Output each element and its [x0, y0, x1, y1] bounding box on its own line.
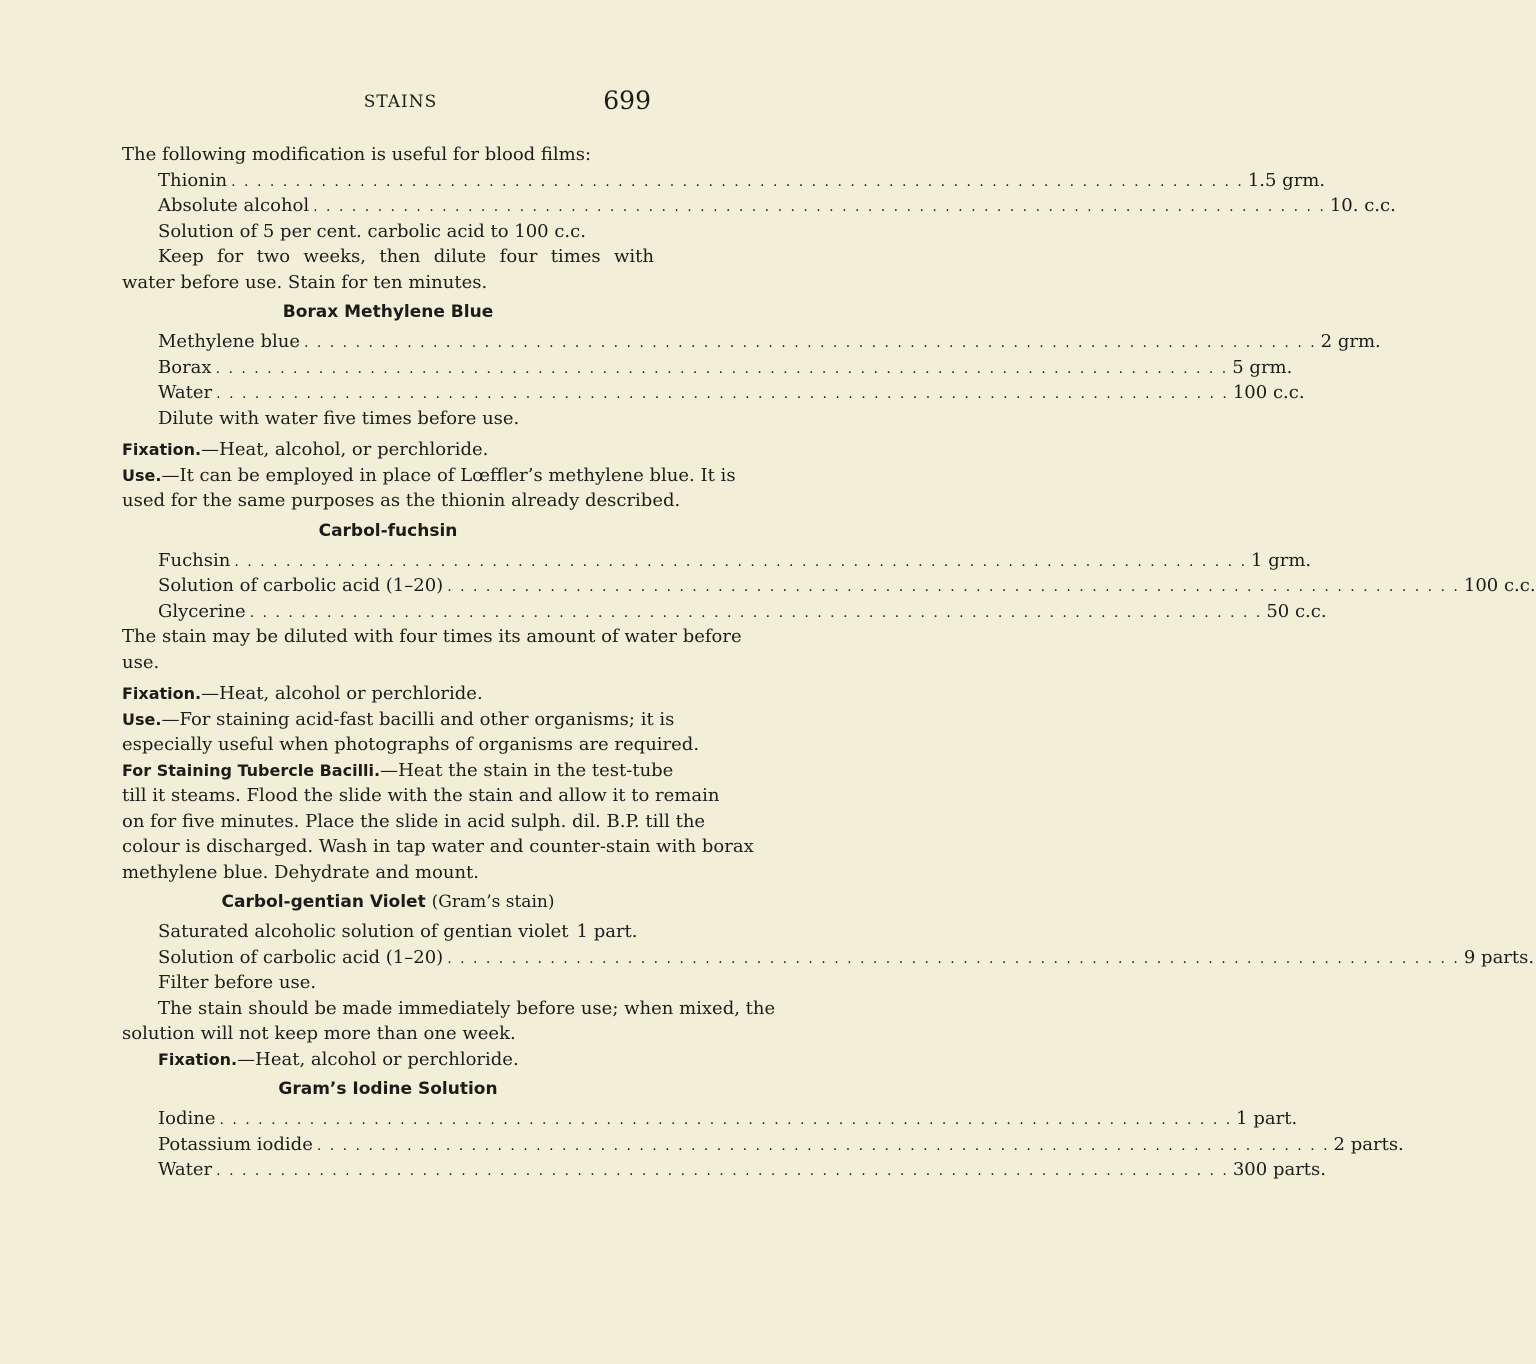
- thionin-note: Keep for two weeks, then dilute four times with: [158, 246, 654, 267]
- ingredient-name: Fuchsin: [158, 549, 231, 571]
- ingredient-name: Water: [158, 382, 213, 403]
- section-heading: Carbol-gentian Violet (Gram’s stain): [221, 892, 555, 912]
- recipe-entry: [122, 945, 1535, 971]
- ingredient-amount: 5 grm.: [1232, 356, 1293, 378]
- ingredient-name: Absolute alcohol: [158, 195, 310, 216]
- run-in-heading: Fixation.: [158, 1049, 238, 1069]
- ingredient-amount: 300 parts.: [1232, 1159, 1326, 1180]
- recipe-entry: [122, 1132, 1404, 1158]
- paragraph-line: especially useful when photographs of organisms are required.: [122, 734, 700, 755]
- fixation-paragraph: Fixation.—Heat, alcohol, or perchloride.: [122, 439, 489, 460]
- carbol-fuchsin-recipe: [122, 548, 1536, 625]
- thionin-note: Solution of 5 per cent. carbolic acid to 100 c.c.: [158, 220, 586, 242]
- ingredient-amount: 50 c.c.: [1266, 600, 1327, 622]
- section-heading: Borax Methylene Blue: [282, 302, 494, 322]
- gentian-violet-recipe: [122, 919, 1535, 970]
- run-in-heading: Fixation.: [122, 440, 202, 459]
- paragraph-line: methylene blue. Dehydrate and mount.: [122, 861, 479, 883]
- ingredient-name: Solution of carbolic acid (1–20): [158, 946, 444, 968]
- fixation-paragraph: Fixation.—Heat, alcohol or perchloride.: [158, 1048, 519, 1070]
- ingredient-name: Solution of carbolic acid (1–20): [158, 575, 444, 596]
- ingredient-name: Glycerine: [158, 600, 246, 622]
- recipe-entry: [122, 1106, 1298, 1132]
- page-number: 699: [603, 86, 651, 115]
- ingredient-name: Iodine: [158, 1108, 216, 1129]
- ingredient-amount: 10. c.c.: [1329, 195, 1396, 216]
- recipe-entry: [122, 380, 1305, 406]
- ingredient-name: Potassium iodide: [158, 1133, 313, 1155]
- paragraph-line: colour is discharged. Wash in tap water and counter-stain with borax: [122, 836, 754, 857]
- recipe-entry: [122, 599, 1327, 625]
- run-in-heading: Use.: [122, 709, 162, 729]
- section-heading: Carbol-fuchsin: [318, 520, 458, 541]
- fixation-paragraph: Fixation.—Heat, alcohol or perchloride.: [122, 683, 483, 704]
- recipe-entry: [122, 548, 1312, 574]
- ingredient-name: Saturated alcoholic solution of gentian violet: [158, 921, 569, 942]
- recipe-entry: [122, 193, 1396, 219]
- ingredient-amount: 1.5 grm.: [1247, 169, 1326, 191]
- recipe-entry: [122, 329, 1381, 355]
- ingredient-name: Borax: [158, 356, 212, 378]
- filter-note: Filter before use.: [158, 972, 317, 993]
- ingredient-amount: 1 part.: [1236, 1108, 1298, 1129]
- intro-text: The following modification is useful for blood films:: [122, 144, 592, 165]
- ingredient-name: Thionin: [158, 169, 228, 191]
- running-title: STAINS: [363, 92, 438, 112]
- paragraph-line: use.: [122, 651, 160, 673]
- recipe-entry: [122, 168, 1326, 194]
- recipe-entry: [122, 919, 638, 945]
- ingredient-name: Methylene blue: [158, 331, 300, 352]
- section-heading: Gram’s Iodine Solution: [278, 1079, 498, 1099]
- ingredient-amount: 2 parts.: [1333, 1133, 1404, 1155]
- run-in-heading: Fixation.: [122, 684, 202, 703]
- run-in-heading: Use.: [122, 465, 162, 485]
- recipe-entry: [122, 573, 1536, 599]
- run-in-heading: For Staining Tubercle Bacilli.: [122, 760, 381, 780]
- tubercle-paragraph: For Staining Tubercle Bacilli.—Heat the stain in the test-tube: [122, 759, 674, 781]
- paragraph-line: The stain may be diluted with four times its amount of water before: [122, 626, 742, 647]
- page-header: [0, 86, 801, 122]
- ingredient-name: Water: [158, 1159, 213, 1180]
- borax-recipe: [122, 329, 1381, 406]
- paragraph-line: on for five minutes. Place the slide in acid sulph. dil. B.P. till the: [122, 810, 706, 832]
- paragraph-line: till it steams. Flood the slide with the stain and allow it to remain: [122, 785, 720, 806]
- page-body: [122, 142, 1536, 1183]
- ingredient-amount: 100 c.c.: [1463, 575, 1536, 596]
- use-paragraph: Use.—It can be employed in place of Lœffler’s methylene blue. It is: [122, 464, 736, 486]
- paragraph-line: The stain should be made immediately before use; when mixed, the: [158, 997, 776, 1019]
- paragraph-line: used for the same purposes as the thionin already described.: [122, 490, 681, 511]
- ingredient-amount: 100 c.c.: [1232, 382, 1305, 403]
- ingredient-amount: 9 parts.: [1463, 946, 1535, 968]
- grams-iodine-recipe: [122, 1106, 1404, 1183]
- paragraph-line: solution will not keep more than one week.: [122, 1023, 516, 1044]
- ingredient-amount: 1 part.: [576, 921, 638, 942]
- thionin-recipe: [122, 168, 1396, 219]
- ingredient-amount: 1 grm.: [1251, 549, 1312, 571]
- recipe-entry: [122, 1157, 1326, 1183]
- thionin-note: water before use. Stain for ten minutes.: [122, 271, 488, 293]
- recipe-entry: [122, 355, 1293, 381]
- ingredient-amount: 2 grm.: [1320, 331, 1381, 352]
- use-paragraph: Use.—For staining acid-fast bacilli and other organisms; it is: [122, 708, 675, 730]
- dilution-note: Dilute with water five times before use.: [158, 407, 520, 429]
